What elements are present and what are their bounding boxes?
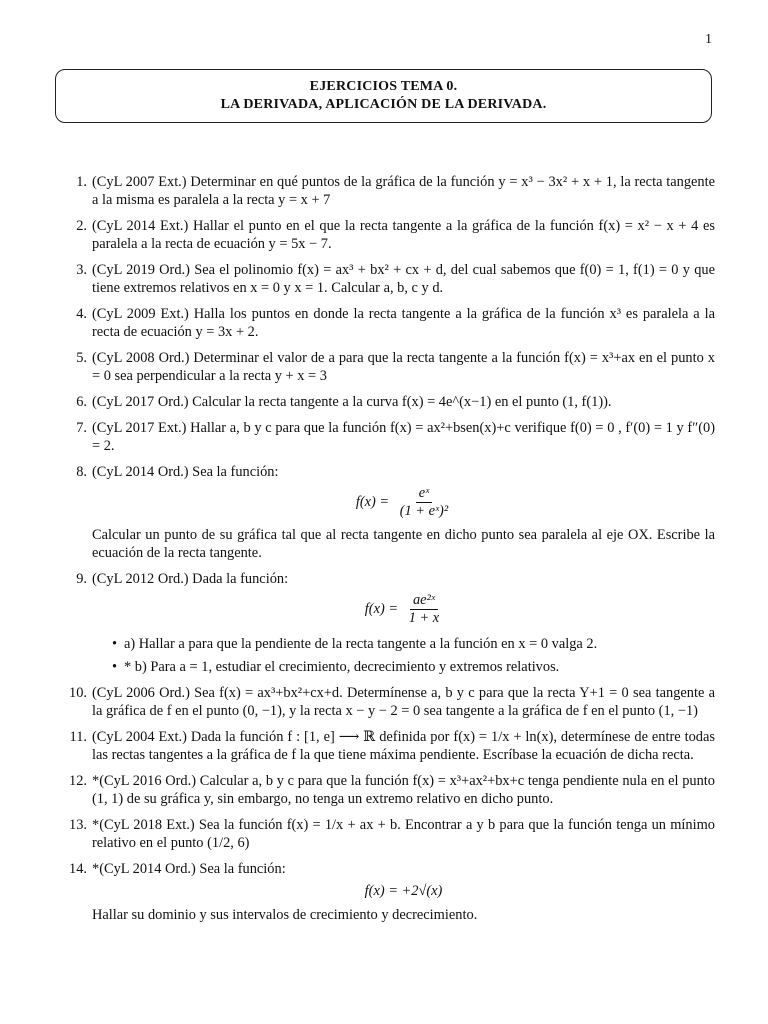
bullet-item	[92, 658, 715, 676]
exercise-11	[55, 728, 715, 764]
exercise-number: 6.	[76, 394, 87, 410]
exercise-number: 3.	[76, 262, 87, 278]
exercise-text: *(CyL 2014 Ord.) Sea la función:	[92, 861, 286, 877]
exercise-number: 5.	[76, 350, 87, 366]
bullet-icon: •	[112, 659, 118, 675]
bullet-text: a) Hallar a para que la pendiente de la recta tangente a la función en x = 0 valga 2.	[124, 636, 598, 652]
exercise-number: 7.	[76, 420, 87, 436]
exercise-text: *(CyL 2016 Ord.) Calcular a, b y c para que la función f(x) = x³+ax²+bx+c tenga pendiente nula en el punto (1, 1) de su gráfica y, sin embargo, no tenga un extremo relativo en dicho punto.	[92, 773, 715, 807]
fraction-denominator: 1 + x	[408, 610, 440, 626]
title-line-2: LA DERIVADA, APLICACIÓN DE LA DERIVADA.	[220, 97, 547, 112]
exercise-text: (CyL 2006 Ord.) Sea f(x) = ax³+bx²+cx+d. Determínense a, b y c para que la recta Y+1 = 0 sea tangente a la gráfica de f en el punto (0, −1), y la recta x − y − 2 = 0 sea tangente a la gráfica de f en el punto (1, −1)	[92, 685, 715, 719]
exercise-text: (CyL 2014 Ext.) Hallar el punto en el que la recta tangente a la gráfica de la función f(x) = x² − x + 4 es paralela a la recta de ecuación y = 5x − 7.	[92, 218, 715, 252]
exercise-2	[55, 217, 715, 253]
formula	[92, 485, 715, 520]
exercise-text: (CyL 2012 Ord.) Dada la función:	[92, 571, 289, 587]
exercise-3	[55, 261, 715, 297]
exercise-number: 14.	[69, 861, 87, 877]
exercise-number: 13.	[69, 817, 87, 833]
exercise-13	[55, 816, 715, 852]
exercise-9	[55, 570, 715, 676]
page-number: 1	[705, 32, 712, 47]
formula	[92, 592, 715, 627]
exercise-text: (CyL 2004 Ext.) Dada la función f : [1, e] ⟶ ℝ definida por f(x) = 1/x + ln(x), determínese de entre todas las rectas tangentes a la gráfica de f la que tiene máxima pendiente. Escríbase la ecuación de dicha recta.	[92, 729, 715, 763]
exercise-4	[55, 305, 715, 341]
exercise-8	[55, 463, 715, 562]
exercise-number: 8.	[76, 464, 87, 480]
formula: f(x) = +2√(x)	[364, 883, 443, 899]
exercise-number: 1.	[76, 174, 87, 190]
exercise-text: (CyL 2014 Ord.) Sea la función:	[92, 464, 279, 480]
exercise-text: (CyL 2019 Ord.) Sea el polinomio f(x) = ax³ + bx² + cx + d, del cual sabemos que f(0) = 1, f(1) = 0 y que tiene extremos relativos en x = 0 y x = 1. Calcular a, b, c y d.	[92, 262, 715, 296]
title-box	[55, 69, 712, 123]
exercise-text: *(CyL 2018 Ext.) Sea la función f(x) = 1/x + ax + b. Encontrar a y b para que la función tenga un mínimo relativo en el punto (1/2, 6)	[92, 817, 715, 851]
exercise-list	[55, 173, 715, 932]
exercise-text: (CyL 2017 Ord.) Calcular la recta tangente a la curva f(x) = 4e^(x−1) en el punto (1, f(1)).	[92, 394, 612, 410]
bullet-text: * b) Para a = 1, estudiar el crecimiento, decrecimiento y extremos relativos.	[124, 659, 560, 675]
bullet-icon: •	[112, 636, 118, 652]
exercise-number: 4.	[76, 306, 87, 322]
formula-lhs: f(x) =	[355, 493, 390, 510]
exercise-text: (CyL 2009 Ext.) Halla los puntos en donde la recta tangente a la gráfica de la función x³ es paralela a la recta de ecuación y = 3x + 2.	[92, 306, 715, 340]
exercise-text: (CyL 2008 Ord.) Determinar el valor de a para que la recta tangente a la función f(x) = x³+ax en el punto x = 0 sea perpendicular a la recta y + x = 3	[92, 350, 715, 384]
fraction	[397, 485, 451, 520]
exercise-text: (CyL 2017 Ext.) Hallar a, b y c para que la función f(x) = ax²+bsen(x)+c verifique f(0) = 0 , f′(0) = 1 y f″(0) = 2.	[92, 420, 715, 454]
fraction-denominator: (1 + eˣ)²	[399, 503, 449, 519]
exercise-number: 2.	[76, 218, 87, 234]
exercise-number: 10.	[69, 685, 87, 701]
fraction	[406, 592, 443, 627]
exercise-10	[55, 684, 715, 720]
exercise-7	[55, 419, 715, 455]
exercise-12	[55, 772, 715, 808]
exercise-text-continued: Calcular un punto de su gráfica tal que al recta tangente en dicho punto sea paralela al eje OX. Escribe la ecuación de la recta tangente.	[92, 527, 715, 561]
formula-lhs: f(x) =	[364, 600, 399, 617]
exercise-number: 9.	[76, 571, 87, 587]
bullet-item	[92, 635, 715, 653]
exercise-14	[55, 860, 715, 924]
fraction-numerator: eˣ	[416, 485, 432, 503]
title-line-1: EJERCICIOS TEMA 0.	[309, 79, 458, 94]
exercise-number: 12.	[69, 773, 87, 789]
exercise-6	[55, 393, 715, 411]
exercise-text-continued: Hallar su dominio y sus intervalos de crecimiento y decrecimiento.	[92, 907, 478, 923]
fraction-numerator: ae²ˣ	[410, 592, 438, 610]
exercise-5	[55, 349, 715, 385]
bullet-list	[92, 635, 715, 676]
exercise-number: 11.	[69, 729, 87, 745]
exercise-text: (CyL 2007 Ext.) Determinar en qué puntos de la gráfica de la función y = x³ − 3x² + x + 1, la recta tangente a la misma es paralela a la recta y = x + 7	[92, 174, 715, 208]
exercise-1	[55, 173, 715, 209]
